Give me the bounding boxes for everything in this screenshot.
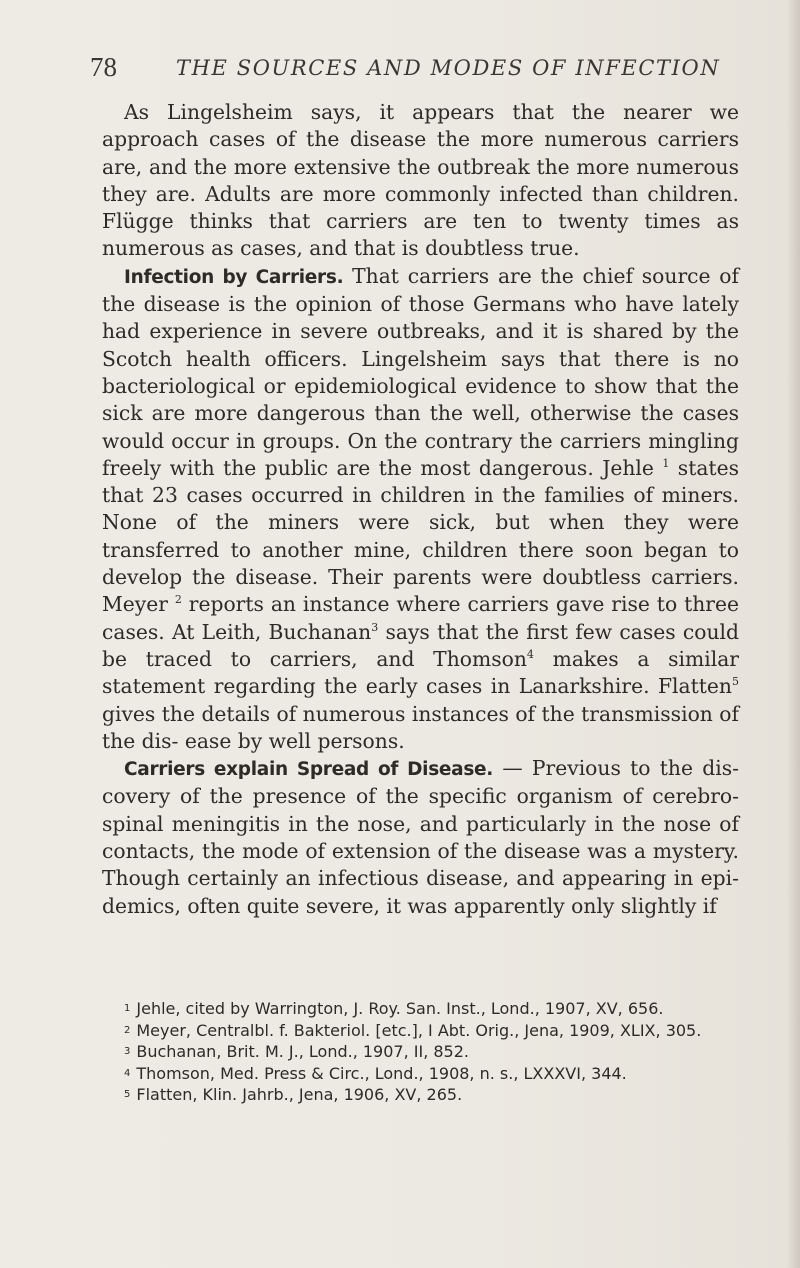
section-run-in-heading: Carriers explain Spread of Disease. <box>124 759 494 781</box>
paragraph-text: states that 23 cases occurred in children in the families of miners. None of the miners were sick, but when they were transferred to another mine, children there soon began to develop the disease. Their parents were doubtless carriers. Meyer <box>102 455 739 617</box>
paragraph-text: reports an instance where carriers gave rise to three cases. At Leith, Buchanan <box>102 592 739 644</box>
paragraph-text: gives the details of numerous instances of the transmission of the dis- ease by well persons. <box>102 701 740 753</box>
section-run-in-heading: Infection by Carriers. <box>124 266 344 288</box>
footnote <box>102 998 739 1020</box>
page-number: 78 <box>90 52 117 82</box>
paragraph <box>102 99 739 263</box>
footnote-reference: 4 <box>526 647 534 661</box>
body-text <box>102 99 739 920</box>
paragraph-text: — Previous to the dis- covery of the presence of the specific organism of cerebro- spinal meningitis in the nose, and particularly in the nose of contacts, the mode of extension of the disease was a mystery. Though certainly an infectious disease, and appearing in epi- demics, often quite severe, it was apparently only slightly if <box>102 756 740 918</box>
paragraph-text: says that the first few cases could be traced to carriers, and Thomson <box>102 619 739 671</box>
footnotes <box>102 998 739 1106</box>
footnote <box>102 1084 739 1106</box>
running-title: THE SOURCES AND MODES OF INFECTION <box>176 56 721 80</box>
footnote-text: Flatten, Klin. Jahrb., Jena, 1906, XV, 265. <box>136 1085 463 1105</box>
footnote-mark: 1 <box>124 1003 131 1014</box>
paragraph-text: That carriers are the chief source of the disease is the opinion of those Germans who have lately had experience in severe outbreaks, and it is shared by the Scotch health officers. Lingelsheim says that there is no bacteriological or epidemiological evidence to show that the sick are more dangerous than the well, otherwise the cases would occur in groups. On the contrary the carriers mingling freely with the public are the most dangerous. Jehle <box>102 263 740 480</box>
footnote-mark: 2 <box>124 1024 131 1036</box>
footnote-mark: 3 <box>124 1046 131 1058</box>
footnote-text: Meyer, Centralbl. f. Bakteriol. [etc.], I Abt. Orig., Jena, 1909, XLIX, 305. <box>136 1020 702 1040</box>
paragraph <box>102 755 739 920</box>
footnote-reference: 3 <box>371 620 379 634</box>
page-edge-shadow <box>786 0 800 1268</box>
footnote <box>102 1041 739 1063</box>
paragraph-text: makes a similar statement regarding the early cases in Lanarkshire. Flatten <box>102 646 740 699</box>
footnote <box>102 1063 739 1085</box>
paragraph <box>102 263 739 755</box>
footnote-text: Jehle, cited by Warrington, J. Roy. San. Inst., Lond., 1907, XV, 656. <box>136 999 664 1018</box>
footnote-text: Buchanan, Brit. M. J., Lond., 1907, II, 852. <box>136 1042 469 1062</box>
footnote-reference: 2 <box>174 593 182 607</box>
footnote-reference: 1 <box>662 456 670 470</box>
footnote-mark: 5 <box>124 1089 131 1101</box>
paragraph-text: As Lingelsheim says, it appears that the nearer we approach cases of the disease the more numerous carriers are, and the more extensive the outbreak the more numerous they are. Adults are more commonly infected than children. Flügge thinks that carriers are ten to twenty times as numerous as cases, and that is doubtless true. <box>102 100 739 261</box>
footnote-text: Thomson, Med. Press & Circ., Lond., 1908, n. s., LXXXVI, 344. <box>136 1063 627 1083</box>
footnote-mark: 4 <box>124 1067 131 1079</box>
footnote <box>102 1020 739 1042</box>
footnote-reference: 5 <box>732 675 739 689</box>
page-header <box>90 52 740 92</box>
